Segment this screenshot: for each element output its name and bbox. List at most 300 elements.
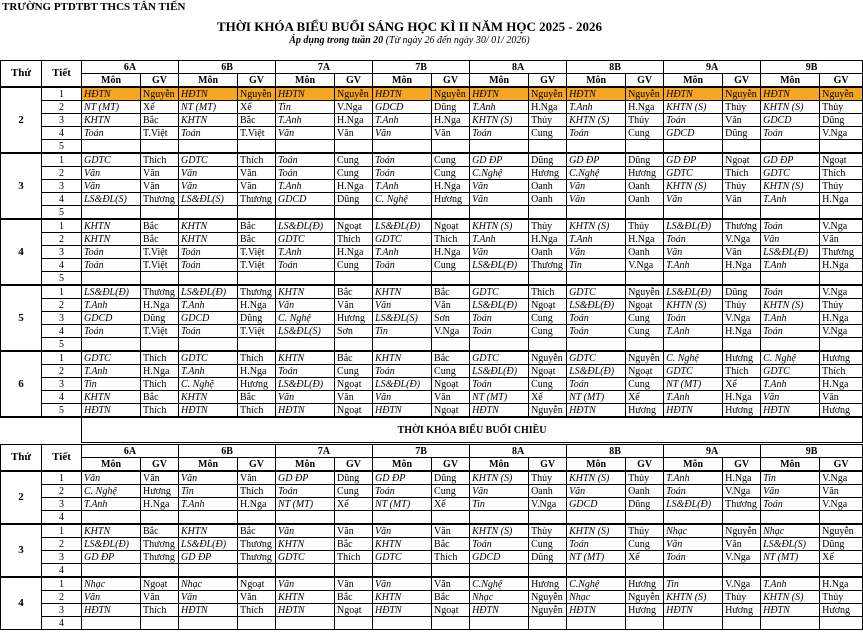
subject-cell: Nhạc [82, 577, 141, 591]
subject-cell [470, 140, 529, 154]
period-number: 3 [42, 551, 82, 564]
teacher-cell: Thủy [820, 591, 863, 604]
subject-cell: LS&ĐL(Đ) [761, 246, 820, 259]
header-class-9b: 9B [761, 61, 863, 74]
day-label: 2 [1, 471, 42, 524]
subject-cell: Văn [179, 591, 238, 604]
teacher-cell: Cung [626, 325, 664, 338]
timetable-row [1, 325, 863, 338]
teacher-cell: Thương [141, 193, 179, 206]
teacher-cell: Văn [335, 577, 373, 591]
subject-cell: HĐTN [82, 404, 141, 418]
teacher-cell: Nguyễn [529, 87, 567, 101]
subject-cell: KHTN [373, 351, 432, 365]
timetable-row [1, 114, 863, 127]
subject-cell: Văn [373, 127, 432, 140]
subject-cell: LS&ĐL(Đ) [373, 378, 432, 391]
subject-cell [664, 617, 723, 630]
subject-cell: KHTN [276, 591, 335, 604]
header-gv: GV [529, 74, 567, 88]
subject-cell: KHTN (S) [567, 114, 626, 127]
subject-cell: GDTC [761, 365, 820, 378]
teacher-cell: Văn [238, 591, 276, 604]
teacher-cell [626, 272, 664, 286]
subject-cell: GDTC [276, 551, 335, 564]
subject-cell: Văn [82, 180, 141, 193]
subject-cell: Toán [567, 325, 626, 338]
header-mon: Môn [761, 74, 820, 88]
subject-cell: Văn [276, 391, 335, 404]
subject-cell [179, 511, 238, 525]
subject-cell: HĐTN [761, 604, 820, 617]
subject-cell: GDTC [761, 167, 820, 180]
subject-cell: T.Anh [373, 246, 432, 259]
teacher-cell: Nguyễn [820, 87, 863, 101]
subject-cell: HĐTN [179, 87, 238, 101]
teacher-cell: H.Nga [820, 577, 863, 591]
header-gv: GV [335, 74, 373, 88]
subject-cell: Toán [567, 538, 626, 551]
teacher-cell: Thương [820, 246, 863, 259]
timetable-row [1, 591, 863, 604]
header-mon: Môn [82, 458, 141, 472]
subject-cell: Tin [470, 498, 529, 511]
teacher-cell [141, 338, 179, 352]
teacher-cell: Xể [529, 391, 567, 404]
teacher-cell: V.Nga [335, 101, 373, 114]
period-number: 3 [42, 246, 82, 259]
subject-cell: Toán [761, 498, 820, 511]
teacher-cell: Bắc [141, 219, 179, 233]
teacher-cell: V.Nga [820, 325, 863, 338]
subject-cell [567, 206, 626, 220]
header-mon: Môn [664, 458, 723, 472]
teacher-cell: Bắc [432, 351, 470, 365]
teacher-cell: Oanh [626, 485, 664, 498]
subject-cell [276, 511, 335, 525]
subject-cell [567, 272, 626, 286]
teacher-cell: Cung [432, 485, 470, 498]
teacher-cell: Oanh [626, 193, 664, 206]
teacher-cell [529, 564, 567, 578]
teacher-cell: Văn [820, 391, 863, 404]
teacher-cell: Xể [141, 101, 179, 114]
subject-cell: GDCD [664, 127, 723, 140]
subject-cell: GDTC [664, 365, 723, 378]
teacher-cell: Thích [141, 604, 179, 617]
subject-cell [373, 617, 432, 630]
subject-cell: T.Anh [567, 233, 626, 246]
teacher-cell [820, 564, 863, 578]
teacher-cell: Cung [626, 312, 664, 325]
teacher-cell: V.Nga [529, 498, 567, 511]
header-class-9a: 9A [664, 61, 761, 74]
subject-cell: Toán [761, 325, 820, 338]
subject-cell: Văn [664, 246, 723, 259]
teacher-cell [529, 140, 567, 154]
teacher-cell: H.Nga [141, 365, 179, 378]
subject-cell: Văn [82, 167, 141, 180]
teacher-cell: Văn [335, 391, 373, 404]
header-mon: Môn [276, 74, 335, 88]
teacher-cell: H.Nga [141, 299, 179, 312]
period-number: 2 [42, 233, 82, 246]
teacher-cell: Ngoạt [529, 365, 567, 378]
teacher-cell: Xể [723, 378, 761, 391]
subject-cell: GDTC [567, 351, 626, 365]
afternoon-title-spacer [1, 417, 82, 443]
subject-cell: Toán [82, 127, 141, 140]
teacher-cell: V.Nga [626, 259, 664, 272]
teacher-cell: Thích [238, 604, 276, 617]
teacher-cell [723, 511, 761, 525]
teacher-cell [820, 206, 863, 220]
subject-cell: Tin [373, 325, 432, 338]
subject-cell: Văn [373, 524, 432, 538]
period-number: 1 [42, 351, 82, 365]
subject-cell: KHTN [179, 391, 238, 404]
teacher-cell [723, 338, 761, 352]
teacher-cell: Cung [335, 365, 373, 378]
subject-cell [82, 511, 141, 525]
subject-cell: Toán [82, 325, 141, 338]
teacher-cell: V.Nga [723, 577, 761, 591]
subject-cell: KHTN [82, 391, 141, 404]
teacher-cell [626, 511, 664, 525]
timetable-row [1, 404, 863, 418]
period-number: 1 [42, 471, 82, 485]
subject-cell: Toán [470, 127, 529, 140]
teacher-cell [529, 338, 567, 352]
period-number: 4 [42, 511, 82, 525]
teacher-cell: Văn [141, 591, 179, 604]
teacher-cell: Bắc [335, 285, 373, 299]
subject-cell [761, 206, 820, 220]
timetable-row [1, 604, 863, 617]
teacher-cell: Sơn [335, 325, 373, 338]
teacher-cell: Văn [335, 524, 373, 538]
subject-cell: GDTC [82, 351, 141, 365]
teacher-cell: Bắc [141, 233, 179, 246]
subject-cell: Toán [664, 114, 723, 127]
teacher-cell: Nguyễn [723, 87, 761, 101]
subject-cell: T.Anh [276, 114, 335, 127]
subject-cell [276, 564, 335, 578]
subject-cell: Văn [276, 127, 335, 140]
subject-cell [470, 617, 529, 630]
teacher-cell: Ngoạt [626, 299, 664, 312]
teacher-cell [432, 206, 470, 220]
timetable-row [1, 206, 863, 220]
subject-cell: Tin [664, 577, 723, 591]
teacher-cell [335, 564, 373, 578]
teacher-cell [626, 617, 664, 630]
header-class-7a: 7A [276, 445, 373, 458]
teacher-cell [432, 140, 470, 154]
teacher-cell: Thương [238, 285, 276, 299]
subject-cell: Toán [179, 325, 238, 338]
teacher-cell: Hương [529, 167, 567, 180]
subject-cell: KHTN (S) [761, 591, 820, 604]
teacher-cell: Dũng [626, 153, 664, 167]
teacher-cell: Cung [529, 538, 567, 551]
teacher-cell: Thích [238, 153, 276, 167]
teacher-cell: Thích [432, 233, 470, 246]
subject-cell: GDTC [179, 153, 238, 167]
teacher-cell: H.Nga [626, 233, 664, 246]
teacher-cell: Thủy [626, 219, 664, 233]
teacher-cell: T.Việt [141, 246, 179, 259]
subject-cell: C.Nghệ [567, 167, 626, 180]
subject-cell [567, 140, 626, 154]
header-gv: GV [238, 458, 276, 472]
subject-cell [82, 338, 141, 352]
teacher-cell: H.Nga [626, 101, 664, 114]
subject-cell: KHTN [179, 233, 238, 246]
subject-cell: Nhạc [664, 524, 723, 538]
teacher-cell: H.Nga [238, 365, 276, 378]
timetable-row [1, 167, 863, 180]
teacher-cell: Văn [238, 180, 276, 193]
subject-cell: Toán [470, 378, 529, 391]
subject-cell: KHTN [82, 219, 141, 233]
timetable-row [1, 524, 863, 538]
subject-cell: Toán [761, 127, 820, 140]
subject-cell: C. Nghệ [664, 351, 723, 365]
header-mon: Môn [567, 74, 626, 88]
subject-cell [179, 338, 238, 352]
teacher-cell: Dũng [141, 312, 179, 325]
teacher-cell: Oanh [529, 180, 567, 193]
teacher-cell [432, 564, 470, 578]
teacher-cell: Thích [238, 351, 276, 365]
teacher-cell: Bắc [238, 233, 276, 246]
subject-cell: LS&ĐL(S) [761, 538, 820, 551]
subject-cell: Toán [761, 219, 820, 233]
teacher-cell: Ngoạt [432, 219, 470, 233]
subject-cell: Toán [82, 259, 141, 272]
teacher-cell [820, 338, 863, 352]
teacher-cell: Thích [723, 365, 761, 378]
teacher-cell [432, 272, 470, 286]
teacher-cell [335, 272, 373, 286]
header-gv: GV [723, 74, 761, 88]
teacher-cell: H.Nga [335, 114, 373, 127]
header-class-6b: 6B [179, 445, 276, 458]
subject-cell: GDCD [82, 312, 141, 325]
header-class-6a: 6A [82, 61, 179, 74]
subject-cell: GDTC [470, 285, 529, 299]
period-number: 2 [42, 101, 82, 114]
subject-cell: KHTN [179, 114, 238, 127]
teacher-cell: Hương [529, 577, 567, 591]
subject-cell: GD ĐP [470, 153, 529, 167]
subject-cell: T.Anh [179, 365, 238, 378]
teacher-cell: Văn [335, 299, 373, 312]
subject-cell: C. Nghệ [276, 312, 335, 325]
teacher-cell: Dũng [820, 538, 863, 551]
timetable-row [1, 87, 863, 101]
teacher-cell: Dũng [529, 551, 567, 564]
subject-cell: Văn [470, 485, 529, 498]
teacher-cell: Thích [723, 167, 761, 180]
teacher-cell: Xể [626, 391, 664, 404]
period-number: 3 [42, 312, 82, 325]
teacher-cell [529, 272, 567, 286]
subject-cell: HĐTN [82, 87, 141, 101]
subject-cell: HĐTN [373, 604, 432, 617]
teacher-cell: Bắc [335, 351, 373, 365]
subject-cell: T.Anh [664, 259, 723, 272]
teacher-cell: Thương [723, 498, 761, 511]
subject-cell: HĐTN [82, 604, 141, 617]
teacher-cell: Bắc [238, 114, 276, 127]
subject-cell: HĐTN [761, 404, 820, 418]
teacher-cell: Cung [432, 153, 470, 167]
subject-cell: NT (MT) [761, 551, 820, 564]
header-thu: Thứ [1, 61, 42, 88]
subject-cell: KHTN [179, 524, 238, 538]
teacher-cell [723, 140, 761, 154]
subject-cell: LS&ĐL(Đ) [567, 365, 626, 378]
subject-cell: Toán [664, 312, 723, 325]
timetable-row [1, 511, 863, 525]
header-mon: Môn [82, 74, 141, 88]
subject-cell: Văn [276, 299, 335, 312]
day-label: 6 [1, 351, 42, 417]
subject-cell: HĐTN [567, 87, 626, 101]
subject-cell: LS&ĐL(Đ) [179, 538, 238, 551]
subject-cell: HĐTN [664, 604, 723, 617]
teacher-cell: H.Nga [432, 180, 470, 193]
period-number: 1 [42, 285, 82, 299]
subject-cell: KHTN [373, 538, 432, 551]
header-mon: Môn [567, 458, 626, 472]
subject-cell [82, 140, 141, 154]
header-class-6a: 6A [82, 445, 179, 458]
teacher-cell: V.Nga [820, 498, 863, 511]
timetable-row [1, 471, 863, 485]
subject-cell: Toán [373, 153, 432, 167]
teacher-cell [626, 338, 664, 352]
teacher-cell: Cung [335, 259, 373, 272]
subject-cell [761, 564, 820, 578]
subject-cell: LS&ĐL(Đ) [664, 219, 723, 233]
subject-cell: LS&ĐL(Đ) [82, 538, 141, 551]
subject-cell: LS&ĐL(Đ) [470, 365, 529, 378]
teacher-cell: Nguyễn [529, 351, 567, 365]
subject-cell: T.Anh [179, 498, 238, 511]
subject-cell [567, 564, 626, 578]
teacher-cell: V.Nga [820, 219, 863, 233]
teacher-cell: Thương [723, 219, 761, 233]
subject-cell: Tin [82, 378, 141, 391]
teacher-cell: Bắc [432, 285, 470, 299]
day-label: 3 [1, 153, 42, 219]
teacher-cell: Thủy [723, 591, 761, 604]
teacher-cell: T.Việt [141, 127, 179, 140]
teacher-cell: Văn [141, 471, 179, 485]
subject-cell [276, 140, 335, 154]
subject-cell: C. Nghệ [761, 351, 820, 365]
header-mon: Môn [470, 74, 529, 88]
teacher-cell: Văn [432, 127, 470, 140]
header-gv: GV [820, 458, 863, 472]
teacher-cell: Xể [335, 498, 373, 511]
timetable-row [1, 378, 863, 391]
morning-timetable [0, 60, 863, 443]
afternoon-timetable [0, 444, 863, 630]
teacher-cell: Nguyễn [238, 87, 276, 101]
period-number: 3 [42, 180, 82, 193]
subject-cell: Toán [761, 285, 820, 299]
subject-cell [761, 511, 820, 525]
subject-cell: GDCD [179, 312, 238, 325]
teacher-cell: V.Nga [723, 485, 761, 498]
day-label: 5 [1, 285, 42, 351]
teacher-cell: Cung [335, 485, 373, 498]
teacher-cell: Cung [626, 538, 664, 551]
subject-cell: Văn [567, 485, 626, 498]
teacher-cell: Xể [432, 498, 470, 511]
teacher-cell: Văn [238, 471, 276, 485]
header-class-8b: 8B [567, 445, 664, 458]
subject-cell: T.Anh [761, 577, 820, 591]
subject-cell: KHTN (S) [761, 180, 820, 193]
teacher-cell: V.Nga [820, 127, 863, 140]
teacher-cell: Thích [820, 365, 863, 378]
teacher-cell: Hương [723, 604, 761, 617]
teacher-cell: Dũng [432, 101, 470, 114]
header-thu: Thứ [1, 445, 42, 472]
subject-cell: Văn [470, 180, 529, 193]
teacher-cell: V.Nga [820, 285, 863, 299]
teacher-cell: Cung [529, 312, 567, 325]
teacher-cell: Bắc [238, 391, 276, 404]
subject-cell: GDCD [761, 114, 820, 127]
subject-cell: Toán [470, 325, 529, 338]
page-subtitle [0, 35, 819, 46]
teacher-cell: Thương [141, 285, 179, 299]
period-number: 1 [42, 577, 82, 591]
period-number: 2 [42, 299, 82, 312]
subject-cell: HĐTN [567, 404, 626, 418]
subject-cell: Nhạc [179, 577, 238, 591]
teacher-cell: Nguyễn [626, 351, 664, 365]
subject-cell: Toán [664, 485, 723, 498]
teacher-cell: Thích [141, 404, 179, 418]
teacher-cell: Ngoạt [335, 604, 373, 617]
teacher-cell: T.Việt [238, 259, 276, 272]
header-gv: GV [238, 74, 276, 88]
teacher-cell: Oanh [529, 246, 567, 259]
header-gv: GV [626, 74, 664, 88]
teacher-cell: Hương [626, 604, 664, 617]
teacher-cell: Xể [820, 551, 863, 564]
subject-cell: Văn [470, 246, 529, 259]
subject-cell: HĐTN [567, 604, 626, 617]
subject-cell: GD ĐP [82, 551, 141, 564]
subject-cell: KHTN [276, 285, 335, 299]
subject-cell: Văn [82, 591, 141, 604]
subject-cell [567, 338, 626, 352]
teacher-cell: Dũng [723, 127, 761, 140]
teacher-cell: V.Nga [432, 325, 470, 338]
period-number: 4 [42, 617, 82, 630]
subject-cell: KHTN [276, 538, 335, 551]
subject-cell: T.Anh [179, 299, 238, 312]
teacher-cell: Thủy [820, 299, 863, 312]
